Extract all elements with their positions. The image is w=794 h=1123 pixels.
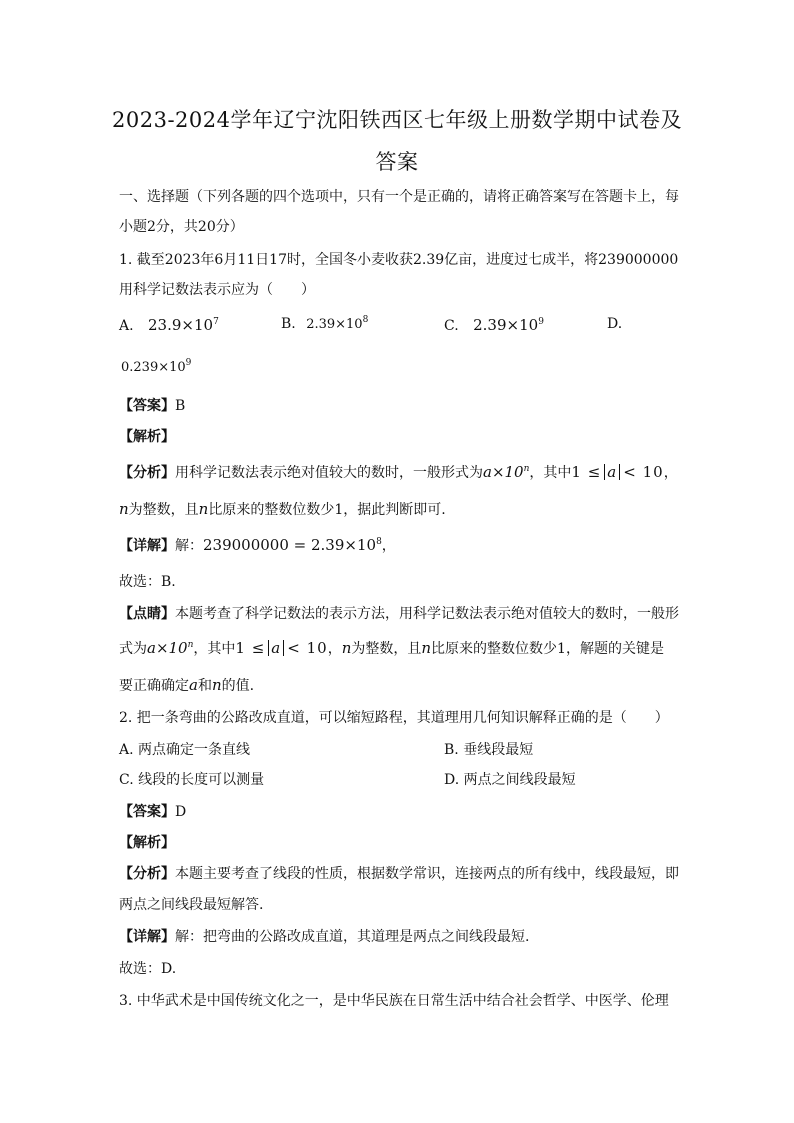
q1-xiangjie <box>119 535 396 555</box>
q1-option-a-value <box>148 316 219 334</box>
q1-option-d <box>607 316 622 332</box>
doc-title-line1: 2023-2024学年辽宁沈阳铁西区七年级上册数学期中试卷及 <box>112 108 682 132</box>
q2-fenxi-line2: 两点之间线段最短解答. <box>119 897 264 913</box>
q2-stem: 2. 把一条弯曲的公路改成直道，可以缩短路程，其道理用几何知识解释正确的是（ ） <box>119 710 669 726</box>
q1-dianjing-tag: 【点睛】 <box>119 606 175 622</box>
q1-dianjing-line2 <box>119 638 664 658</box>
q1-dianjing-ineq-right: < 10 <box>287 639 328 657</box>
q1-dianjing-line2-a: 式为 <box>119 641 147 657</box>
q2-xiangjie-text: 解：把弯曲的公路改成直道，其道理是两点之间线段最短. <box>175 929 530 945</box>
q1-fenxi-text1: 用科学记数法表示绝对值较大的数时，一般形式为 <box>175 465 483 481</box>
q1-fenxi-form-base: a×10 <box>483 463 524 481</box>
q1-ineq-right: < 10 <box>623 463 664 481</box>
q1-fenxi-text2: ，其中 <box>529 465 572 481</box>
q1-fenxi-line2-text2: 比原来的整数位数少1，据此判断即可. <box>208 502 446 518</box>
q1-fenxi-form-exp: n <box>523 464 530 474</box>
q1-option-c-value <box>473 316 544 334</box>
q1-option-b-coef: 2.39×10 <box>306 317 363 332</box>
q1-xiangjie-text: 解： <box>175 538 203 554</box>
q1-xiangjie-math-exp: 8 <box>376 537 382 547</box>
q1-option-c-coef: 2.39×10 <box>473 316 539 334</box>
q1-dianjing-line2-c: ， <box>327 641 342 657</box>
q1-option-a-label: A. <box>119 318 134 334</box>
q1-option-c-exp: 9 <box>538 317 544 327</box>
q1-option-a-coef: 23.9×10 <box>148 316 214 334</box>
q1-fenxi-line2 <box>119 499 446 519</box>
q2-answer <box>119 801 186 821</box>
section-heading-line2: 小题2分，共20分） <box>119 219 244 235</box>
q1-stem-line2: 用科学记数法表示应为（ ） <box>119 282 315 298</box>
q1-fenxi-var-n: n <box>119 500 129 518</box>
q2-choose: 故选：D. <box>119 961 177 977</box>
q2-analysis-tag: 【解析】 <box>119 835 175 851</box>
q1-fenxi-var-n2: n <box>198 500 209 518</box>
q2-xiangjie <box>119 926 529 946</box>
q2-option-a: A. 两点确定一条直线 <box>119 742 251 758</box>
q3-stem: 3. 中华武术是中国传统文化之一，是中华民族在日常生活中结合社会哲学、中医学、伦理 <box>119 993 669 1009</box>
q1-option-c-label: C. <box>444 318 459 334</box>
q2-option-b: B. 垂线段最短 <box>444 742 534 758</box>
q1-dianjing-ineq-var: a <box>268 640 284 656</box>
q1-dianjing-line2-e: 比原来的整数位数少1，解题的关键是 <box>431 641 664 657</box>
q2-option-d: D. 两点之间线段最短 <box>444 772 576 788</box>
q1-fenxi-ineq <box>571 463 663 481</box>
q1-option-c <box>444 316 544 334</box>
q1-ineq-var: a <box>604 464 620 480</box>
section-heading-line1: 一、选择题（下列各题的四个选项中，只有一个是正确的，请将正确答案写在答题卡上，每 <box>119 189 679 205</box>
q1-dianjing-line1 <box>119 603 679 623</box>
q2-xiangjie-tag: 【详解】 <box>119 929 175 945</box>
q1-dianjing-form <box>147 639 193 657</box>
q1-option-d-exp: 9 <box>185 358 192 368</box>
q1-dianjing-var-n3: n <box>211 676 222 694</box>
q1-answer <box>119 395 185 415</box>
q1-dianjing-var-n: n <box>341 639 352 657</box>
q1-option-d-value <box>121 359 191 375</box>
q2-option-c: C. 线段的长度可以测量 <box>119 772 265 788</box>
q2-fenxi-tag: 【分析】 <box>119 866 175 882</box>
q2-fenxi-text1: 本题主要考查了线段的性质，根据数学常识，连接两点的所有线中，线段最短，即 <box>175 866 679 882</box>
q1-fenxi-line2-text1: 为整数，且 <box>128 502 199 518</box>
q1-answer-value: B <box>175 398 186 414</box>
q2-answer-value: D <box>175 804 187 820</box>
q1-dianjing-text1: 本题考查了科学记数法的表示方法，用科学记数法表示绝对值较大的数时，一般形 <box>175 606 679 622</box>
q1-dianjing-form-exp: n <box>187 640 194 650</box>
q1-xiangjie-end: ， <box>381 538 396 554</box>
q1-ineq-left: 1 ≤ <box>571 463 602 481</box>
q1-dianjing-var-n2: n <box>421 639 432 657</box>
q1-dianjing-line2-b: ，其中 <box>193 641 236 657</box>
q1-xiangjie-tag: 【详解】 <box>119 538 175 554</box>
q1-option-b-value <box>306 317 368 332</box>
q1-fenxi-end: ， <box>663 465 678 481</box>
q1-choose: 故选：B. <box>119 574 176 590</box>
q1-option-b-exp: 8 <box>362 315 369 325</box>
q1-dianjing-line2-d: 为整数，且 <box>351 641 422 657</box>
q1-dianjing-line3 <box>119 675 254 695</box>
q1-stem-line1: 1. 截至2023年6月11日17时，全国冬小麦收获2.39亿亩，进度过七成半，将239000000 <box>119 252 679 268</box>
q2-fenxi-line1 <box>119 863 679 883</box>
q1-fenxi-tag: 【分析】 <box>119 465 175 481</box>
doc-title-line2: 答案 <box>375 150 419 174</box>
q1-option-d-coef: 0.239×10 <box>121 360 186 375</box>
q1-dianjing-ineq <box>235 639 327 657</box>
q1-fenxi-form <box>483 463 529 481</box>
q1-xiangjie-math-base: 239000000 = 2.39×10 <box>203 536 377 554</box>
q1-dianjing-var-a: a <box>189 676 198 694</box>
q1-xiangjie-math <box>203 536 382 554</box>
q1-dianjing-line3-b: 和 <box>197 678 212 694</box>
q1-option-b-label: B. <box>281 316 296 332</box>
q1-dianjing-line3-a: 要正确确定 <box>119 678 189 694</box>
q1-fenxi-line1 <box>119 462 678 482</box>
q1-dianjing-ineq-left: 1 ≤ <box>235 639 266 657</box>
q1-option-d-label: D. <box>607 316 623 332</box>
q1-option-a-exp: 7 <box>213 317 219 327</box>
q1-answer-tag: 【答案】 <box>119 398 175 414</box>
q2-answer-tag: 【答案】 <box>119 804 175 820</box>
q1-dianjing-form-base: a×10 <box>147 639 188 657</box>
q1-option-a <box>119 316 219 334</box>
q1-dianjing-line3-c: 的值. <box>221 678 255 694</box>
q1-analysis-tag: 【解析】 <box>119 429 175 445</box>
q1-option-b <box>281 316 368 332</box>
